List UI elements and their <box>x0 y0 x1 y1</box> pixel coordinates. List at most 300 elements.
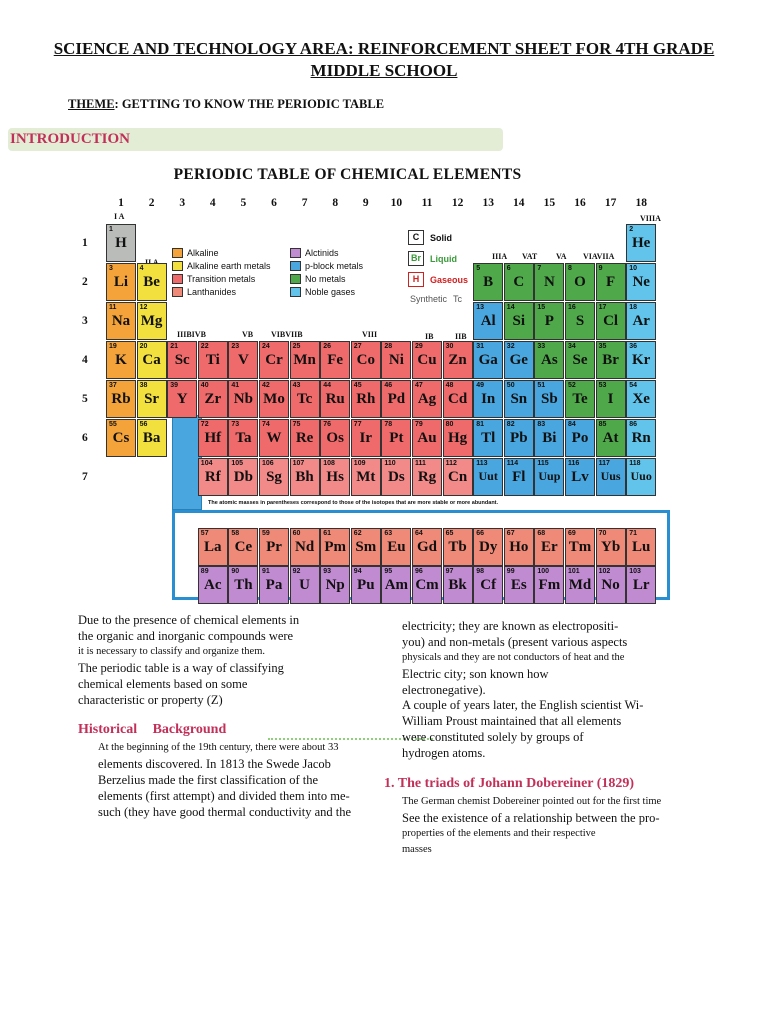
element-symbol: Cr <box>265 352 283 368</box>
legend-swatch <box>172 261 183 271</box>
text-line: The German chemist Dobereiner pointed out for the first time <box>402 796 662 807</box>
element-os[interactable] <box>320 419 350 457</box>
element-ti[interactable] <box>198 341 228 379</box>
element-symbol: At <box>602 430 619 446</box>
legend-item <box>290 261 363 271</box>
text-line: Electric city; son known how <box>402 667 549 681</box>
element-mo[interactable] <box>259 380 289 418</box>
element-ru[interactable] <box>320 380 350 418</box>
atomic-number: 25 <box>292 343 301 350</box>
atomic-number: 42 <box>262 382 270 389</box>
element-th[interactable] <box>228 566 258 604</box>
element-li[interactable] <box>106 263 136 301</box>
atomic-number: 73 <box>231 421 240 428</box>
element-symbol: Zn <box>448 352 467 368</box>
element-uuo[interactable] <box>626 458 656 496</box>
element-as[interactable] <box>534 341 564 379</box>
element-sm[interactable] <box>351 528 381 566</box>
element-nd[interactable] <box>290 528 320 566</box>
element-uus[interactable] <box>596 458 626 496</box>
element-symbol: Cm <box>415 577 439 593</box>
element-gd[interactable] <box>412 528 442 566</box>
atomic-number: 5 <box>476 265 481 272</box>
atomic-number: 53 <box>598 382 607 389</box>
element-ce[interactable] <box>228 528 258 566</box>
element-y[interactable] <box>167 380 197 418</box>
element-symbol: Rg <box>417 469 437 485</box>
element-eu[interactable] <box>381 528 411 566</box>
element-pt[interactable] <box>381 419 411 457</box>
element-symbol: As <box>541 352 558 368</box>
atomic-number: 62 <box>353 530 362 537</box>
atomic-number: 83 <box>537 421 546 428</box>
element-ac[interactable] <box>198 566 228 604</box>
element-symbol: Pb <box>510 430 528 446</box>
element-symbol: No <box>601 577 620 593</box>
text-line: chemical elements based on some <box>78 677 248 691</box>
element-tm[interactable] <box>565 528 595 566</box>
legend-item <box>172 248 219 258</box>
element-symbol: Db <box>233 469 253 485</box>
text-line: hydrogen atoms. <box>402 746 486 760</box>
element-symbol: In <box>481 391 496 407</box>
period-number-1: 1 <box>82 237 88 249</box>
element-symbol: Uuo <box>630 469 652 483</box>
element-xe[interactable] <box>626 380 656 418</box>
element-cm[interactable] <box>412 566 442 604</box>
group-label: VIII <box>362 330 378 339</box>
element-bh[interactable] <box>290 458 320 496</box>
element-symbol: Co <box>356 352 375 368</box>
element-re[interactable] <box>290 419 320 457</box>
element-symbol: Cd <box>448 391 468 407</box>
legend-item <box>290 248 339 258</box>
element-he[interactable] <box>626 224 656 262</box>
element-pd[interactable] <box>381 380 411 418</box>
element-symbol: Pm <box>324 539 347 555</box>
synthetic-symbol: Tc <box>453 294 463 304</box>
element-symbol: Ar <box>632 313 650 329</box>
legend-swatch <box>172 248 183 258</box>
title-line-2: MIDDLE SCHOOL <box>310 61 458 80</box>
element-te[interactable] <box>565 380 595 418</box>
element-i[interactable] <box>596 380 626 418</box>
element-symbol: Pd <box>387 391 406 407</box>
element-symbol: Sb <box>541 391 558 407</box>
element-symbol: S <box>575 313 585 329</box>
element-pm[interactable] <box>320 528 350 566</box>
legend-label: Noble gases <box>305 287 356 297</box>
atomic-number: 107 <box>292 460 305 467</box>
atomic-number: 10 <box>629 265 637 272</box>
atomic-number: 17 <box>598 304 607 311</box>
text-line: you) and non-metals (present various aspects <box>402 635 628 649</box>
atomic-number: 20 <box>139 343 148 350</box>
element-bi[interactable] <box>534 419 564 457</box>
atomic-number: 63 <box>384 530 393 537</box>
element-symbol: Lr <box>632 577 650 593</box>
atomic-number: 58 <box>231 530 240 537</box>
element-cs[interactable] <box>106 419 136 457</box>
element-symbol: Gd <box>416 539 437 555</box>
element-ca[interactable] <box>137 341 167 379</box>
group-label: VIBVIIB <box>271 330 303 339</box>
atomic-number: 43 <box>292 382 301 389</box>
atomic-number: 96 <box>415 568 423 575</box>
atomic-number: 47 <box>415 382 423 389</box>
element-fm[interactable] <box>534 566 564 604</box>
element-se[interactable] <box>565 341 595 379</box>
element-symbol: Sn <box>510 391 528 407</box>
element-cf[interactable] <box>473 566 503 604</box>
legend-label: Transition metals <box>187 274 256 284</box>
atomic-number: 14 <box>506 304 515 311</box>
element-h[interactable] <box>106 224 136 262</box>
element-am[interactable] <box>381 566 411 604</box>
atomic-number: 77 <box>353 421 362 428</box>
atomic-number: 95 <box>384 568 393 575</box>
element-tb[interactable] <box>443 528 473 566</box>
text-line: The periodic table is a way of classifying <box>78 661 284 675</box>
element-ba[interactable] <box>137 419 167 457</box>
element-symbol: Ni <box>388 352 404 368</box>
element-symbol: Md <box>568 577 592 593</box>
legend-swatch <box>290 287 301 297</box>
element-c[interactable] <box>504 263 534 301</box>
element-ni[interactable] <box>381 341 411 379</box>
atomic-number: 50 <box>506 382 515 389</box>
column-number-15: 15 <box>543 197 556 209</box>
element-symbol: Se <box>572 352 588 368</box>
element-rg[interactable] <box>412 458 442 496</box>
element-symbol: Po <box>571 430 589 446</box>
atomic-number: 61 <box>323 530 331 537</box>
element-s[interactable] <box>565 302 595 340</box>
element-symbol: Fm <box>538 577 561 593</box>
element-symbol: Ce <box>234 539 253 555</box>
legend-item <box>172 287 236 297</box>
element-no[interactable] <box>596 566 626 604</box>
element-bk[interactable] <box>443 566 473 604</box>
element-symbol: Hs <box>326 469 344 485</box>
element-cl[interactable] <box>596 302 626 340</box>
period-number-6: 6 <box>82 432 88 444</box>
element-symbol: Li <box>113 274 129 290</box>
element-na[interactable] <box>106 302 136 340</box>
atomic-number: 15 <box>537 304 546 311</box>
element-zr[interactable] <box>198 380 228 418</box>
legend-label: No metals <box>305 274 346 284</box>
element-tl[interactable] <box>473 419 503 457</box>
atomic-number: 45 <box>353 382 362 389</box>
atomic-number: 23 <box>231 343 240 350</box>
atomic-number: 7 <box>537 265 542 272</box>
liquid-label: Liquid <box>430 253 457 264</box>
element-sg[interactable] <box>259 458 289 496</box>
element-n[interactable] <box>534 263 564 301</box>
element-br[interactable] <box>596 341 626 379</box>
element-u[interactable] <box>290 566 320 604</box>
atomic-number: 86 <box>629 421 637 428</box>
element-ar[interactable] <box>626 302 656 340</box>
element-hf[interactable] <box>198 419 228 457</box>
element-dy[interactable] <box>473 528 503 566</box>
element-sc[interactable] <box>167 341 197 379</box>
atomic-number: 59 <box>262 530 270 537</box>
element-sr[interactable] <box>137 380 167 418</box>
atomic-number: 21 <box>170 343 178 350</box>
element-symbol: Kr <box>632 352 651 368</box>
atomic-number: 32 <box>506 343 515 350</box>
element-symbol: Zr <box>204 391 222 407</box>
element-in[interactable] <box>473 380 503 418</box>
atomic-number: 115 <box>537 460 549 467</box>
element-sb[interactable] <box>534 380 564 418</box>
text-line: physicals and they are not conductors of heat and the <box>402 652 625 663</box>
atomic-number: 54 <box>629 382 637 389</box>
element-lv[interactable] <box>565 458 595 496</box>
element-ho[interactable] <box>504 528 534 566</box>
group-label: VIIIA <box>640 214 661 223</box>
element-b[interactable] <box>473 263 503 301</box>
element-fl[interactable] <box>504 458 534 496</box>
text-line: William Proust maintained that all elements <box>402 714 622 728</box>
element-symbol: Sg <box>266 469 282 485</box>
element-np[interactable] <box>320 566 350 604</box>
element-symbol: Ac <box>204 577 222 593</box>
atomic-number: 111 <box>415 460 426 467</box>
element-symbol: Eu <box>387 539 406 555</box>
atomic-number: 34 <box>568 343 576 350</box>
element-symbol: Os <box>326 430 344 446</box>
atomic-number: 67 <box>506 530 515 537</box>
atomic-number: 6 <box>506 265 511 272</box>
atomic-number: 85 <box>598 421 607 428</box>
element-symbol: Si <box>512 313 526 329</box>
element-symbol: Dy <box>479 539 498 555</box>
legend-label: Alkaline earth metals <box>187 261 271 271</box>
element-uut[interactable] <box>473 458 503 496</box>
element-cr[interactable] <box>259 341 289 379</box>
atomic-number: 52 <box>568 382 576 389</box>
right-paragraph-1 <box>402 618 692 698</box>
element-symbol: Al <box>480 313 496 329</box>
element-al[interactable] <box>473 302 503 340</box>
element-la[interactable] <box>198 528 228 566</box>
element-symbol: Uus <box>600 469 621 483</box>
element-mn[interactable] <box>290 341 320 379</box>
element-uup[interactable] <box>534 458 564 496</box>
period-number-4: 4 <box>82 354 88 366</box>
element-fe[interactable] <box>320 341 350 379</box>
text-line: elements (first attempt) and divided them into me- <box>98 789 350 803</box>
atomic-number: 41 <box>231 382 240 389</box>
group-label: IB <box>425 332 434 341</box>
column-number-5: 5 <box>240 197 247 209</box>
atomic-number: 64 <box>415 530 423 537</box>
element-rb[interactable] <box>106 380 136 418</box>
intro-paragraph-2 <box>78 660 363 708</box>
column-number-11: 11 <box>421 197 433 209</box>
state-solid <box>408 230 452 245</box>
element-hs[interactable] <box>320 458 350 496</box>
element-hg[interactable] <box>443 419 473 457</box>
atomic-number: 68 <box>537 530 546 537</box>
element-mg[interactable] <box>137 302 167 340</box>
element-symbol: Cf <box>480 577 497 593</box>
column-number-12: 12 <box>451 197 464 209</box>
atomic-number: 60 <box>292 530 301 537</box>
atomic-number: 36 <box>629 343 637 350</box>
element-lr[interactable] <box>626 566 656 604</box>
element-ne[interactable] <box>626 263 656 301</box>
atomic-number: 30 <box>445 343 454 350</box>
text-line: characteristic or property (Z) <box>78 693 223 707</box>
element-at[interactable] <box>596 419 626 457</box>
column-number-14: 14 <box>513 197 525 209</box>
element-symbol: V <box>237 352 249 368</box>
element-symbol: Mg <box>140 313 163 329</box>
element-cu[interactable] <box>412 341 442 379</box>
element-pa[interactable] <box>259 566 289 604</box>
element-cd[interactable] <box>443 380 473 418</box>
atomic-number: 94 <box>353 568 362 575</box>
atomic-number: 91 <box>262 568 270 575</box>
atomic-number: 55 <box>109 421 117 428</box>
atomic-number: 84 <box>568 421 576 428</box>
atomic-number: 49 <box>476 382 484 389</box>
element-md[interactable] <box>565 566 595 604</box>
element-nb[interactable] <box>228 380 258 418</box>
state-liquid <box>408 251 457 266</box>
element-symbol: Sm <box>355 539 377 555</box>
atomic-number: 117 <box>598 460 610 467</box>
element-symbol: Rf <box>204 469 221 485</box>
element-symbol: K <box>115 352 127 368</box>
element-symbol: F <box>606 274 616 290</box>
element-symbol: Te <box>572 391 588 407</box>
element-tc[interactable] <box>290 380 320 418</box>
element-yb[interactable] <box>596 528 626 566</box>
element-co[interactable] <box>351 341 381 379</box>
element-pb[interactable] <box>504 419 534 457</box>
element-symbol: Y <box>176 391 188 407</box>
element-symbol: Mt <box>356 469 376 485</box>
group-label: VB <box>242 330 254 339</box>
element-rf[interactable] <box>198 458 228 496</box>
element-symbol: Cs <box>112 430 130 446</box>
atomic-number: 74 <box>262 421 270 428</box>
element-po[interactable] <box>565 419 595 457</box>
element-symbol: Lv <box>571 469 589 485</box>
atomic-number: 22 <box>200 343 209 350</box>
element-o[interactable] <box>565 263 595 301</box>
atomic-number: 33 <box>537 343 546 350</box>
element-es[interactable] <box>504 566 534 604</box>
element-symbol: Fl <box>512 469 526 485</box>
legend-swatch <box>290 248 301 258</box>
element-si[interactable] <box>504 302 534 340</box>
atomic-number: 116 <box>568 460 580 467</box>
period-number-5: 5 <box>82 393 88 405</box>
solid-symbol: C <box>408 230 424 245</box>
element-ag[interactable] <box>412 380 442 418</box>
atomic-number: 44 <box>323 382 331 389</box>
element-db[interactable] <box>228 458 258 496</box>
column-number-18: 18 <box>635 197 647 209</box>
element-au[interactable] <box>412 419 442 457</box>
element-symbol: Hg <box>448 430 468 446</box>
column-number-7: 7 <box>301 197 308 209</box>
atomic-number: 37 <box>109 382 117 389</box>
column-number-16: 16 <box>574 197 586 209</box>
element-cn[interactable] <box>443 458 473 496</box>
element-symbol: Cu <box>417 352 437 368</box>
element-sn[interactable] <box>504 380 534 418</box>
element-lu[interactable] <box>626 528 656 566</box>
element-symbol: B <box>483 274 494 290</box>
element-pr[interactable] <box>259 528 289 566</box>
solid-label: Solid <box>430 232 452 243</box>
element-w[interactable] <box>259 419 289 457</box>
element-symbol: Ta <box>235 430 252 446</box>
element-zn[interactable] <box>443 341 473 379</box>
element-pu[interactable] <box>351 566 381 604</box>
element-ir[interactable] <box>351 419 381 457</box>
element-er[interactable] <box>534 528 564 566</box>
atomic-number: 27 <box>353 343 362 350</box>
element-symbol: Pt <box>389 430 404 446</box>
element-symbol: Ho <box>509 539 529 555</box>
element-k[interactable] <box>106 341 136 379</box>
gas-label: Gaseous <box>430 274 469 285</box>
element-symbol: Au <box>417 430 437 446</box>
atomic-number: 35 <box>598 343 607 350</box>
element-symbol: Pu <box>357 577 375 593</box>
element-ge[interactable] <box>504 341 534 379</box>
text-line: such (they have good thermal conductivity and the <box>98 805 352 819</box>
element-mt[interactable] <box>351 458 381 496</box>
element-kr[interactable] <box>626 341 656 379</box>
atomic-number: 99 <box>506 568 515 575</box>
element-v[interactable] <box>228 341 258 379</box>
element-symbol: H <box>115 235 127 251</box>
periodic-table-title: PERIODIC TABLE OF CHEMICAL ELEMENTS <box>173 166 522 183</box>
text-line: were constituted solely by groups of <box>402 730 584 744</box>
element-symbol: C <box>513 274 525 290</box>
atomic-number: 104 <box>200 460 213 467</box>
element-be[interactable] <box>137 263 167 301</box>
element-symbol: Tb <box>448 539 467 555</box>
element-f[interactable] <box>596 263 626 301</box>
element-rh[interactable] <box>351 380 381 418</box>
element-symbol: Am <box>384 577 409 593</box>
element-rn[interactable] <box>626 419 656 457</box>
atomic-mass-note: The atomic masses in parentheses correspond to those of the isotopes that are more stable or more abundant. <box>208 500 499 506</box>
element-ga[interactable] <box>473 341 503 379</box>
atomic-number: 108 <box>323 460 335 467</box>
column-number-6: 6 <box>271 197 277 209</box>
element-symbol: Xe <box>632 391 650 407</box>
element-ds[interactable] <box>381 458 411 496</box>
element-symbol: Sc <box>174 352 190 368</box>
element-p[interactable] <box>534 302 564 340</box>
element-symbol: Pa <box>265 577 283 593</box>
element-ta[interactable] <box>228 419 258 457</box>
element-symbol: Pr <box>266 539 282 555</box>
element-symbol: Mo <box>263 391 285 407</box>
atomic-number: 93 <box>323 568 331 575</box>
